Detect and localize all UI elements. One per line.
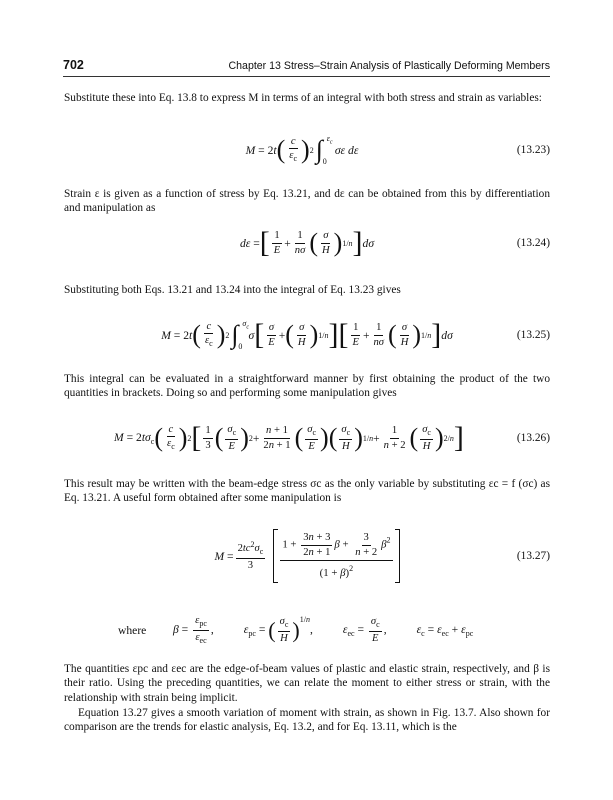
paragraph-4: This integral can be evaluated in a straightforward manner by first obtaining the product of the two quantities in brackets. Doing so and performing some manipulation gives [64,373,550,400]
equation-13-25: M = 2t ( $\frac{c}{\varepsilon_c}$ ) 2 ∫ $\sigma_c$ 0 σ [ $\frac{\sigma}{E}$ + ( $\frac{\sigma}{H}$ ) 1/n ] [ $\frac{1}{E}$ + $\frac{1}{n\sigma}$ ( $\frac{\sigma}{H}$ ) 1/n ] dσ (13.25) [161,318,550,351]
equation-13-24: dε = [ $\frac{1}{E}$ + $\frac{1}{n\sigma}$ ( $\frac{\sigma}{H}$ ) 1/n ] dσ (13.24) [239,226,550,259]
paragraph-7: Equation 13.27 gives a smooth variation of moment with strain, as shown in Fig. 13.7. Also shown for comparison are the trends for elastic analysis, Eq. 13.2, and for Eq. 13.11, which is the [64,707,550,734]
equation-13-26: $M = 2t\sigma_c$ ( $\frac{c}{\varepsilon_c}$ ) 2 [ $\frac{1}{3}$ ( $\frac{\sigma_c}{E}$ ) 2 + $\frac{n + 1}{2n + 1}$ ( $\frac{\sigma_c}{E}$ ) ( $\frac{\sigma_c}{H}$ ) 1/n + $\frac{1}{n + 2}$ ( $\frac{\sigma_c}{H}$ ) 2/n ] (13.26) [114,421,550,454]
running-header [63,57,550,77]
paragraph-6: The quantities εpc and εec are the edge-of-beam values of plastic and elastic strain, respectively, and β is their ratio. Using the preceding quantities, we can relate the moment to either stress or strain, with the relationship with strain being implicit. [64,663,550,704]
paragraph-1: Substitute these into Eq. 13.8 to express M in terms of an integral with both stress and strain as variables: [64,92,542,104]
where-label: where [118,623,147,637]
equation-number: (13.25) [516,329,550,341]
paragraph-2: Strain ε is given as a function of stress by Eq. 13.21, and dε can be obtained from this by differentiation and manipulation as [64,188,550,215]
equation-number: (13.24) [516,237,550,249]
equation-13-27: M = $\frac{2tc^2\sigma_c}{3}$ 1 + $\frac{3n + 3}{2n + 1}$ β + $\frac{3}{n + 2}$ $\beta^2$ $(1 + \beta)^2$ (13.27) [64,520,550,592]
chapter-title: Chapter 13 Stress–Strain Analysis of Plastically Deforming Members [228,60,550,72]
where-definitions: where β = $\frac{\varepsilon_{pc}}{\varepsilon_{ec}}$ , $\varepsilon_{pc}$ = ( $\frac{\sigma_c}{H}$ )$^{1/n}$, $\varepsilon_{ec}$ = $\frac{\sigma_c}{E}$ , $\varepsilon_c = \varepsilon_{ec} + \varepsilon_{pc}$ [118,614,474,645]
paragraph-3: Substituting both Eqs. 13.21 and 13.24 into the integral of Eq. 13.23 gives [64,284,401,296]
equation-number: (13.26) [516,432,550,444]
equation-number: (13.27) [516,550,550,562]
header-rule [63,76,550,77]
paragraph-5: This result may be written with the beam-edge stress σc as the only variable by substituting εc = f (σc) as Eq. 13.21. A useful form obtained after some manipulation is [64,478,550,505]
equation-13-23: M = 2t ( $\frac{c}{\varepsilon_c}$ ) 2 ∫ $\varepsilon_c$ 0 σε dε (13.23) [245,134,550,166]
equation-number: (13.23) [516,144,550,156]
page-number: 702 [63,58,84,72]
